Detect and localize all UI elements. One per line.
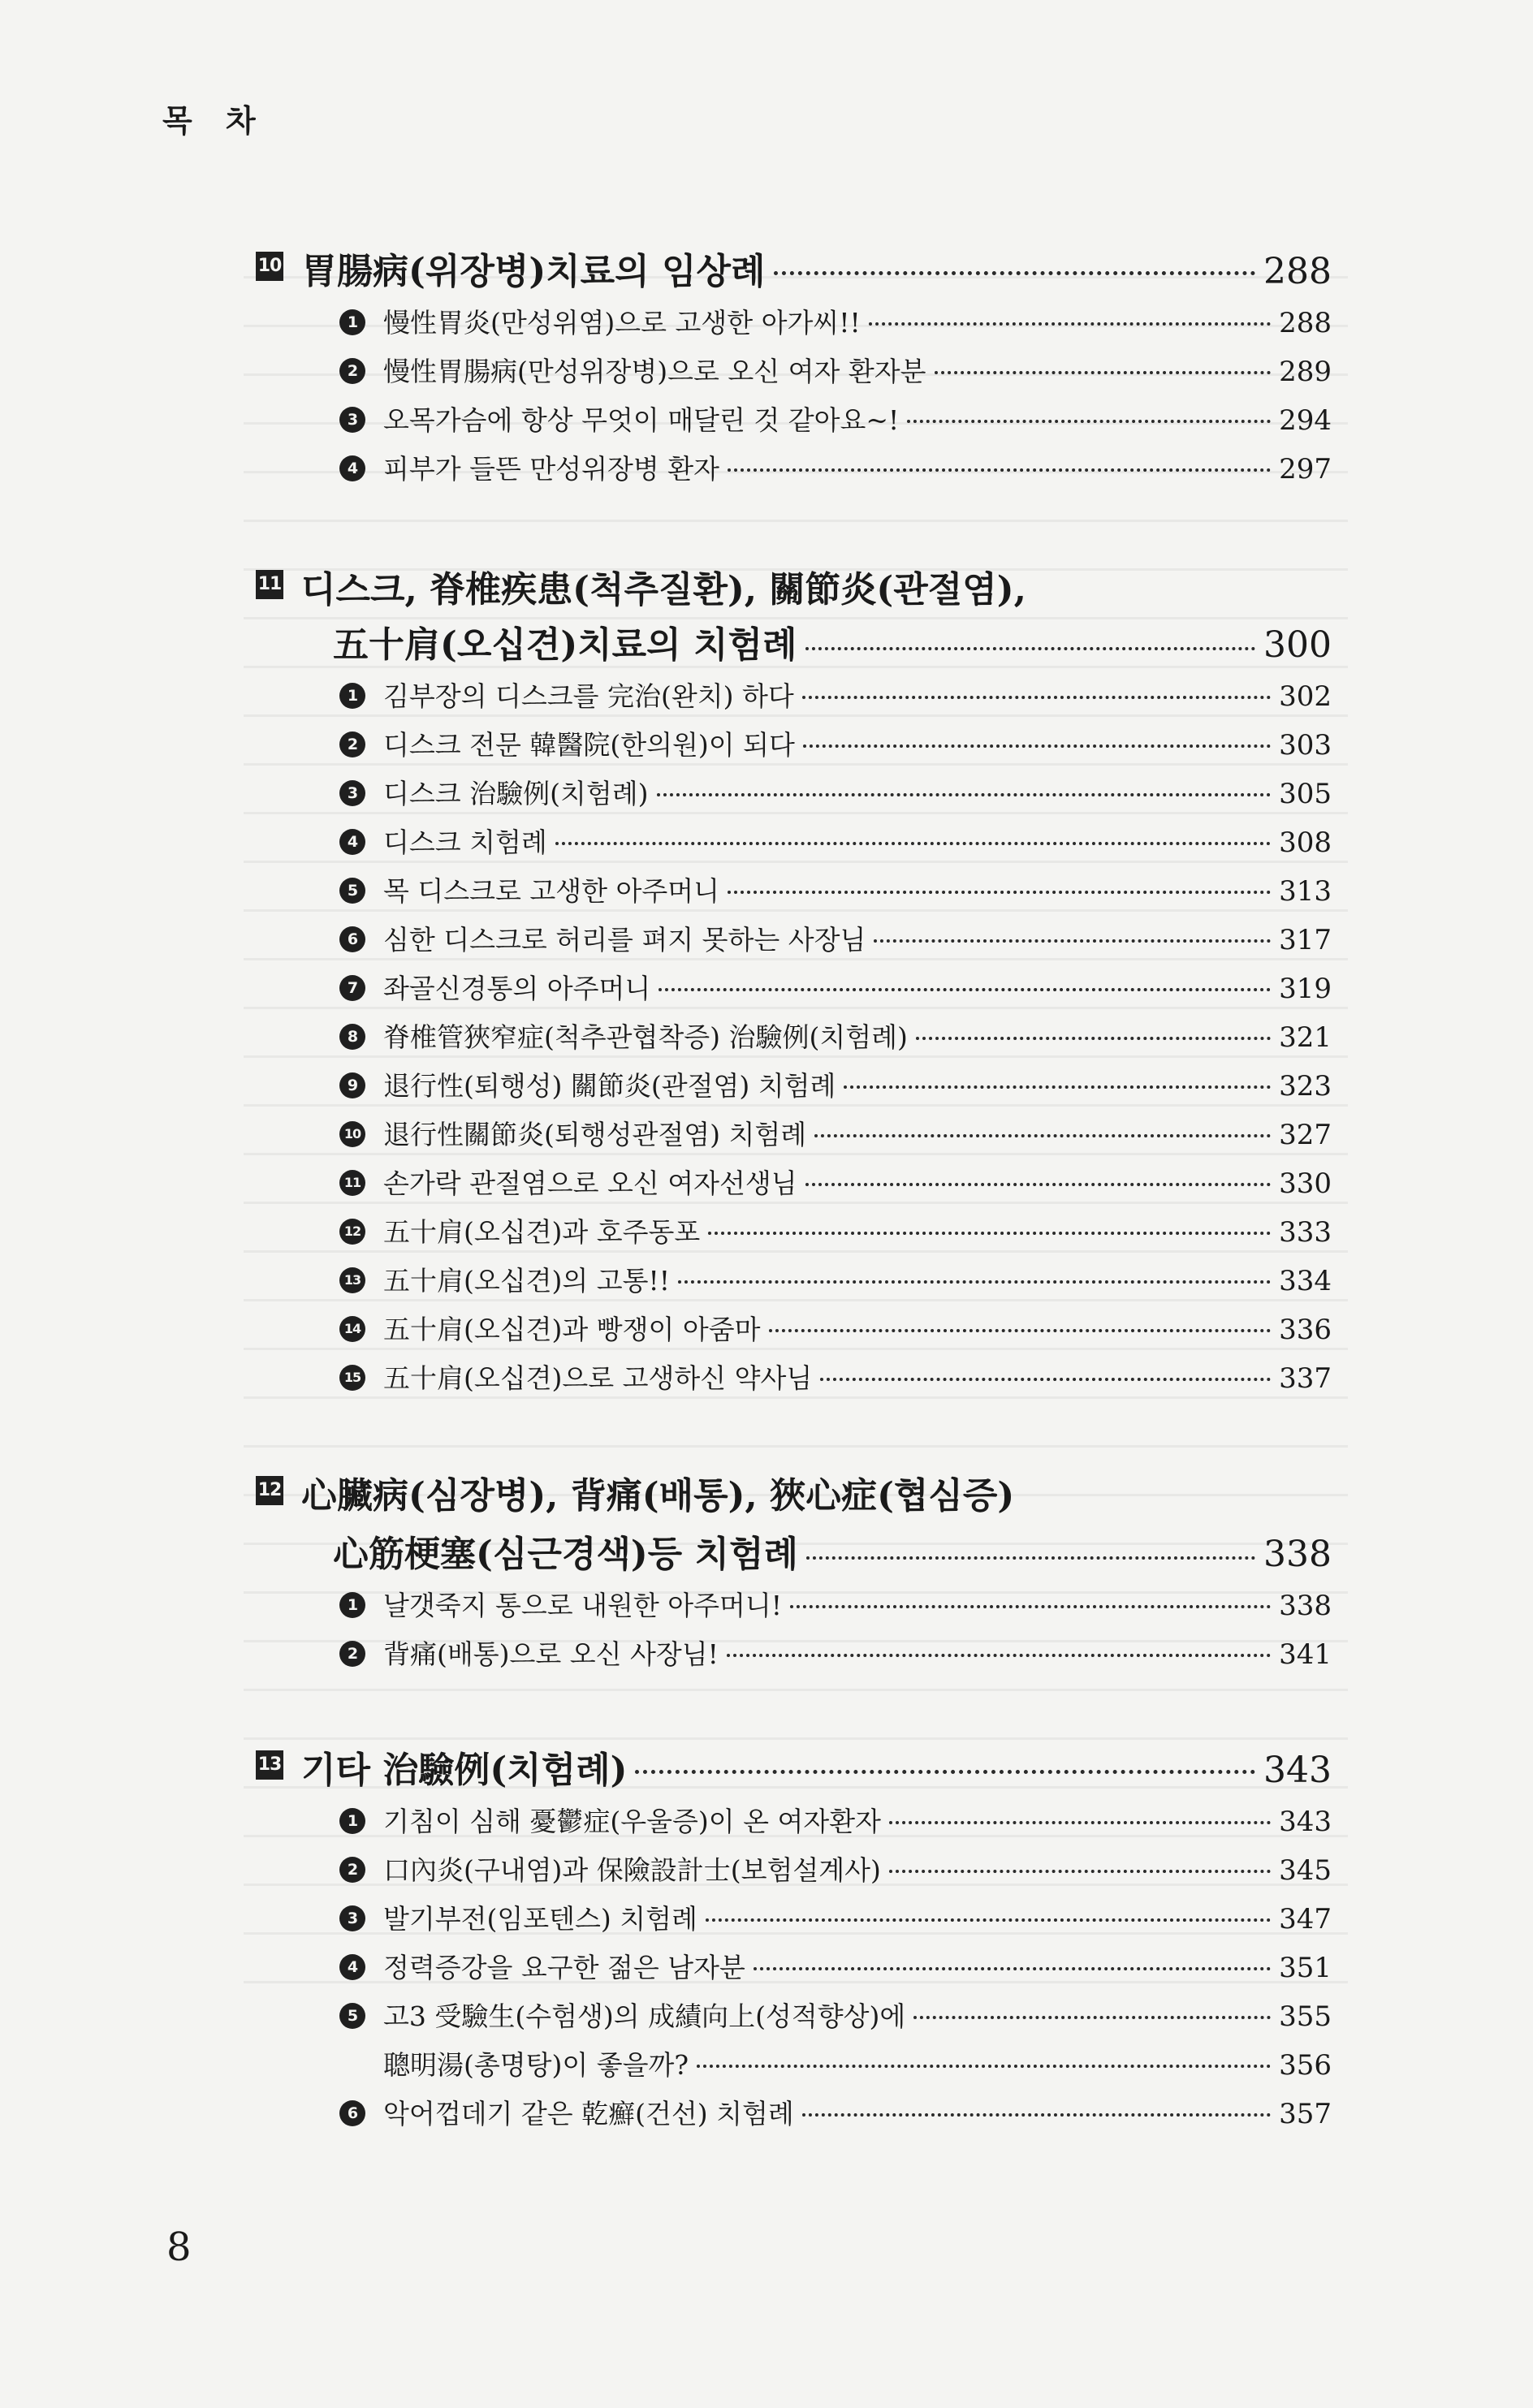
toc-entry — [339, 675, 1332, 716]
page-ref: 355 — [1279, 2000, 1332, 2033]
dot-leader — [805, 647, 1256, 650]
page-ref: 319 — [1279, 973, 1332, 1005]
entry-number: 12 — [339, 1219, 365, 1245]
toc-entry — [339, 870, 1332, 911]
page-ref: 357 — [1279, 2098, 1332, 2130]
page-ref: 313 — [1279, 875, 1332, 908]
page-ref: 323 — [1279, 1070, 1332, 1103]
entry-title: 오목가슴에 항상 무엇이 매달린 것 같아요~! — [383, 404, 900, 436]
toc-entry — [339, 1016, 1332, 1057]
dot-leader — [889, 1870, 1271, 1873]
toc-entry — [339, 1211, 1332, 1252]
toc-entry — [339, 1801, 1332, 1841]
dot-leader — [635, 1770, 1255, 1774]
entry-title: 五十肩(오십견)으로 고생하신 약사님 — [383, 1362, 813, 1394]
entry-number: 2 — [339, 358, 365, 384]
dot-leader — [659, 988, 1271, 991]
page-ref: 308 — [1279, 826, 1332, 859]
page-ref: 334 — [1279, 1265, 1332, 1297]
page-ref: 288 — [1279, 307, 1332, 339]
entry-number: 6 — [339, 2100, 365, 2126]
dot-leader — [802, 2113, 1271, 2117]
dot-leader — [754, 1967, 1271, 1970]
section-title: 心筋梗塞(심근경색)등 치험례 — [333, 1534, 798, 1575]
toc-entry — [339, 1309, 1332, 1349]
dot-leader — [907, 420, 1271, 423]
dot-leader — [706, 1918, 1271, 1922]
toc-entry — [339, 919, 1332, 960]
entry-title: 좌골신경통의 아주머니 — [383, 973, 651, 1004]
entry-number: 4 — [339, 1954, 365, 1980]
page-ref: 337 — [1279, 1362, 1332, 1395]
page-ref: 294 — [1279, 404, 1332, 437]
entry-title: 五十肩(오십견)의 고통!! — [383, 1265, 671, 1297]
dot-leader — [814, 1134, 1271, 1137]
entry-title: 손가락 관절염으로 오신 여자선생님 — [383, 1167, 797, 1199]
entry-title: 악어껍데기 같은 乾癬(건선) 치험례 — [383, 2098, 794, 2130]
entry-number: 4 — [339, 829, 365, 855]
entry-number: 3 — [339, 407, 365, 433]
page-ref: 300 — [1263, 624, 1332, 666]
section-heading-continued — [333, 1525, 1332, 1573]
entry-number: 5 — [339, 2003, 365, 2029]
toc-entry — [339, 2093, 1332, 2134]
entry-number: 3 — [339, 1905, 365, 1931]
toc-entry — [339, 773, 1332, 813]
entry-title: 피부가 들뜬 만성위장병 환자 — [383, 453, 720, 485]
dot-leader — [916, 1037, 1271, 1040]
entry-title: 口內炎(구내염)과 保險設計士(보험설계사) — [383, 1854, 881, 1886]
toc-entry — [339, 968, 1332, 1008]
page-number: 8 — [166, 2225, 192, 2270]
page-ref: 327 — [1279, 1119, 1332, 1151]
entry-title: 디스크 치험례 — [383, 826, 547, 858]
section-number-box: 13 — [256, 1750, 283, 1780]
entry-number: 1 — [339, 1808, 365, 1834]
page-ref: 305 — [1279, 778, 1332, 810]
page-ref: 297 — [1279, 453, 1332, 485]
entry-title: 목 디스크로 고생한 아주머니 — [383, 875, 720, 907]
section-title: 心臟病(심장병), 背痛(배통), 狹心症(협심증) — [301, 1475, 1015, 1517]
toc-entry — [339, 724, 1332, 765]
toc-entry — [339, 351, 1332, 391]
dot-leader — [727, 1654, 1271, 1657]
toc-entry — [339, 822, 1332, 862]
page-ref: 347 — [1279, 1903, 1332, 1935]
entry-number: 3 — [339, 780, 365, 806]
entry-number: 15 — [339, 1365, 365, 1391]
page-ref: 343 — [1279, 1806, 1332, 1838]
page-ref: 356 — [1279, 2049, 1332, 2082]
entry-title: 背痛(배통)으로 오신 사장님! — [383, 1638, 719, 1670]
entry-title: 심한 디스크로 허리를 펴지 못하는 사장님 — [383, 924, 866, 956]
toc-entry — [339, 1357, 1332, 1398]
toc-entry — [339, 1114, 1332, 1154]
entry-number: 1 — [339, 309, 365, 335]
dot-leader — [697, 2065, 1271, 2068]
entry-title: 五十肩(오십견)과 빵쟁이 아줌마 — [383, 1314, 761, 1345]
entry-number: 10 — [339, 1121, 365, 1147]
entry-title: 기침이 심해 憂鬱症(우울증)이 온 여자환자 — [383, 1806, 881, 1837]
entry-number: 7 — [339, 975, 365, 1001]
dot-leader — [678, 1280, 1271, 1284]
page-ref: 343 — [1263, 1750, 1332, 1791]
section-number-box: 12 — [256, 1476, 283, 1505]
dot-leader — [728, 468, 1271, 472]
running-header: 목 차 — [162, 103, 267, 139]
entry-number: 6 — [339, 926, 365, 952]
page-ref: 351 — [1279, 1952, 1332, 1984]
section-title: 기타 治驗例(치험례) — [301, 1750, 628, 1791]
dot-leader — [774, 271, 1256, 275]
entry-title: 고3 受驗生(수험생)의 成績向上(성적향상)에 — [383, 2000, 906, 2032]
entry-number: 9 — [339, 1072, 365, 1098]
toc-entry — [339, 302, 1332, 343]
dot-leader — [869, 322, 1271, 326]
entry-number: 11 — [339, 1170, 365, 1196]
entry-title: 김부장의 디스크를 完治(완치) 하다 — [383, 680, 794, 712]
dot-leader — [805, 1183, 1271, 1186]
toc-entry-continued — [383, 2044, 1332, 2085]
dot-leader — [844, 1085, 1271, 1089]
dot-leader — [769, 1329, 1272, 1332]
dot-leader — [657, 793, 1272, 796]
page-ref: 321 — [1279, 1021, 1332, 1054]
section-title: 五十肩(오십견)치료의 치험례 — [333, 624, 797, 666]
section-heading — [256, 242, 1332, 291]
section-heading — [256, 1741, 1332, 1789]
entry-title: 디스크 전문 韓醫院(한의원)이 되다 — [383, 729, 795, 761]
dot-leader — [935, 371, 1272, 374]
dot-leader — [806, 1556, 1255, 1560]
entry-number: 13 — [339, 1267, 365, 1293]
entry-number: 4 — [339, 455, 365, 481]
entry-number: 2 — [339, 1857, 365, 1883]
section-number-box: 10 — [256, 252, 283, 281]
toc-entry — [339, 1065, 1332, 1106]
entry-title: 脊椎管狹窄症(척추관협착증) 治驗例(치험례) — [383, 1021, 908, 1053]
page-ref: 289 — [1279, 356, 1332, 388]
dot-leader — [790, 1605, 1271, 1608]
entry-number: 2 — [339, 1641, 365, 1667]
entry-number: 1 — [339, 683, 365, 709]
page-ref: 330 — [1279, 1167, 1332, 1200]
section-title: 胃腸病(위장병)치료의 임상례 — [301, 251, 766, 292]
entry-title: 발기부전(임포텐스) 치험례 — [383, 1903, 697, 1935]
toc-entry — [339, 1947, 1332, 1987]
dot-leader — [874, 939, 1271, 943]
toc-entry — [339, 399, 1332, 440]
entry-number: 14 — [339, 1316, 365, 1342]
section-number-box: 11 — [256, 570, 283, 599]
entry-title: 五十肩(오십견)과 호주동포 — [383, 1216, 701, 1248]
entry-number: 5 — [339, 878, 365, 904]
section-heading-continued — [333, 615, 1332, 664]
page-ref: 338 — [1263, 1534, 1332, 1575]
page-ref: 333 — [1279, 1216, 1332, 1249]
dot-leader — [802, 696, 1271, 699]
page-ref: 341 — [1279, 1638, 1332, 1671]
entry-title: 聰明湯(총명탕)이 좋을까? — [383, 2049, 689, 2081]
entry-title: 디스크 治驗例(치험례) — [383, 778, 649, 809]
entry-title: 날갯죽지 통으로 내원한 아주머니! — [383, 1590, 783, 1621]
entry-number: 8 — [339, 1024, 365, 1050]
toc-entry — [339, 1585, 1332, 1625]
dot-leader — [889, 1821, 1271, 1824]
page-ref: 336 — [1279, 1314, 1332, 1346]
entry-title: 退行性(퇴행성) 關節炎(관절염) 치험례 — [383, 1070, 836, 1102]
toc-entry — [339, 1849, 1332, 1890]
section-heading — [256, 560, 1332, 609]
dot-leader — [803, 744, 1271, 748]
toc-entry — [339, 1260, 1332, 1301]
dot-leader — [555, 842, 1271, 845]
dot-leader — [728, 891, 1271, 894]
entry-number: 1 — [339, 1592, 365, 1618]
toc-entry — [339, 1898, 1332, 1939]
toc-entry — [339, 448, 1332, 489]
page-ref: 345 — [1279, 1854, 1332, 1887]
entry-title: 退行性關節炎(퇴행성관절염) 치험례 — [383, 1119, 807, 1150]
page-ref: 302 — [1279, 680, 1332, 713]
dot-leader — [913, 2016, 1271, 2019]
dot-leader — [708, 1232, 1271, 1235]
toc-entry — [339, 1163, 1332, 1203]
entry-number: 2 — [339, 731, 365, 757]
page-ref: 303 — [1279, 729, 1332, 762]
page-ref: 288 — [1263, 251, 1332, 292]
toc-entry — [339, 1996, 1332, 2036]
entry-title: 慢性胃炎(만성위염)으로 고생한 아가씨!! — [383, 307, 861, 339]
section-title: 디스크, 脊椎疾患(척추질환), 關節炎(관절염), — [301, 569, 1026, 611]
page-ref: 317 — [1279, 924, 1332, 956]
dot-leader — [820, 1378, 1271, 1381]
entry-title: 慢性胃腸病(만성위장병)으로 오신 여자 환자분 — [383, 356, 926, 387]
page-ref: 338 — [1279, 1590, 1332, 1622]
section-heading — [256, 1466, 1332, 1515]
entry-title: 정력증강을 요구한 젊은 남자분 — [383, 1952, 745, 1983]
toc-entry — [339, 1633, 1332, 1674]
